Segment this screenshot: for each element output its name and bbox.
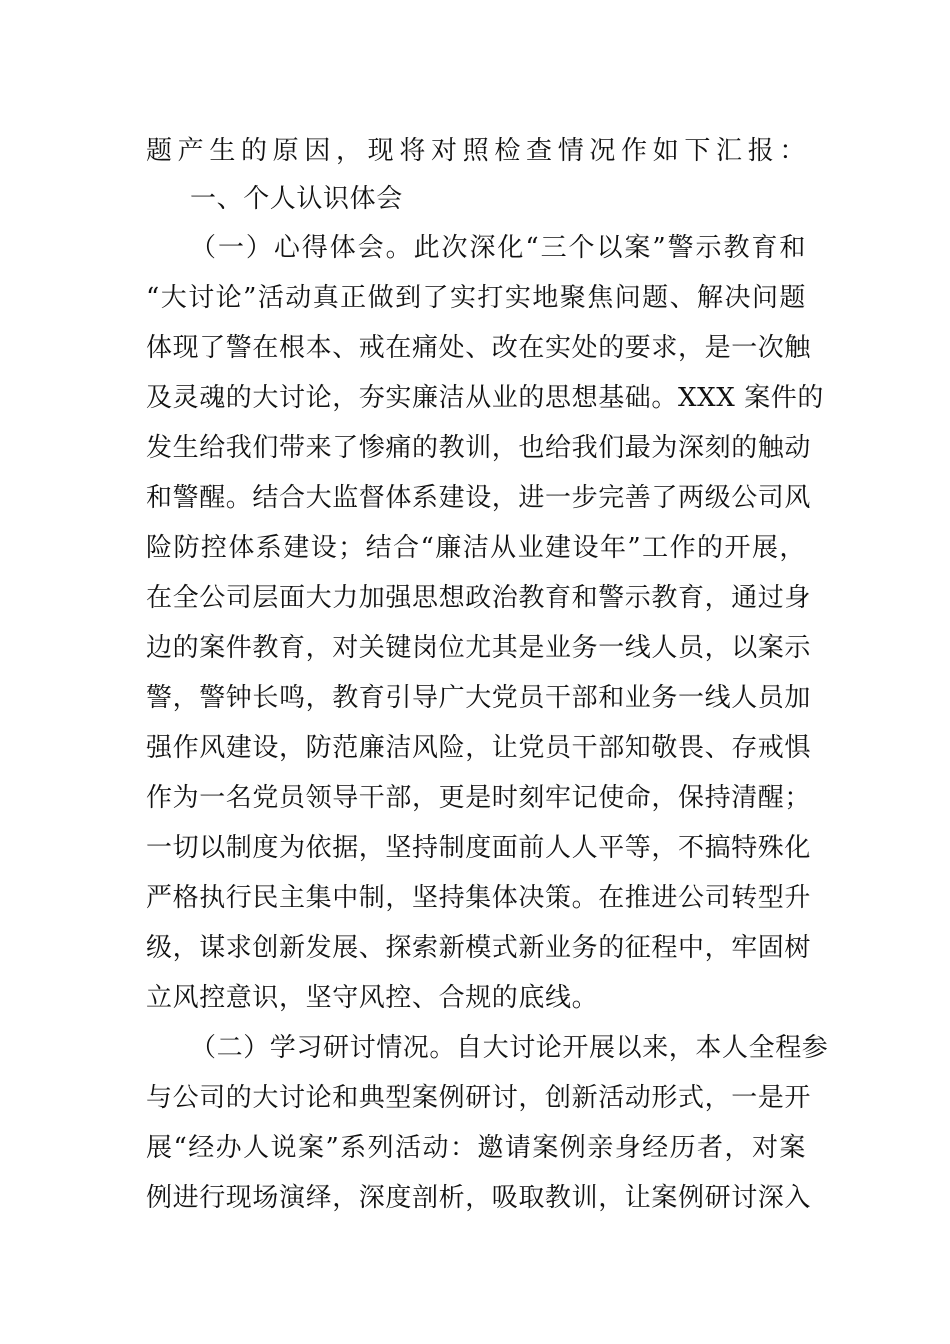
paragraph-line: 及灵魂的大讨论，夯实廉洁从业的思想基础。XXX 案件的 xyxy=(146,383,824,413)
paragraph-line: 与公司的大讨论和典型案例研讨，创新活动形式，一是开 xyxy=(146,1083,812,1113)
paragraph-line: 在全公司层面大力加强思想政治教育和警示教育，通过身 xyxy=(146,583,812,613)
paragraph-line: 警，警钟长鸣，教育引导广大党员干部和业务一线人员加 xyxy=(146,683,812,713)
paragraph-line: 展“经办人说案”系列活动：邀请案例亲身经历者，对案 xyxy=(146,1133,806,1163)
paragraph-line: 强作风建设，防范廉洁风险，让党员干部知敬畏、存戒惧 xyxy=(146,733,812,763)
paragraph-line: 立风控意识，坚守风控、合规的底线。 xyxy=(146,983,599,1013)
paragraph-line: 险防控体系建设；结合“廉洁从业建设年”工作的开展， xyxy=(146,533,806,563)
paragraph-line: （二）学习研讨情况。自大讨论开展以来，本人全程参 xyxy=(190,1033,829,1063)
paragraph-line: 和警醒。结合大监督体系建设，进一步完善了两级公司风 xyxy=(146,483,812,513)
section-heading: 一、个人认识体会 xyxy=(190,184,403,214)
paragraph-line: 例进行现场演绎，深度剖析，吸取教训，让案例研讨深入 xyxy=(146,1183,812,1213)
paragraph-line: （一）心得体会。此次深化“三个以案”警示教育和 xyxy=(190,233,806,263)
paragraph-line: 题产生的原因，现将对照检查情况作如下汇报： xyxy=(146,136,806,166)
paragraph-line: 作为一名党员领导干部，更是时刻牢记使命，保持清醒； xyxy=(146,783,812,813)
paragraph-line: 级，谋求创新发展、探索新模式新业务的征程中，牢固树 xyxy=(146,933,812,963)
paragraph-line: 一切以制度为依据，坚持制度面前人人平等，不搞特殊化 xyxy=(146,833,812,863)
paragraph-line: “大讨论”活动真正做到了实打实地聚焦问题、解决问题 xyxy=(146,283,806,313)
paragraph-line: 严格执行民主集中制，坚持集体决策。在推进公司转型升 xyxy=(146,883,812,913)
paragraph-line: 发生给我们带来了惨痛的教训，也给我们最为深刻的触动 xyxy=(146,433,812,463)
paragraph-line: 体现了警在根本、戒在痛处、改在实处的要求，是一次触 xyxy=(146,333,812,363)
paragraph-line: 边的案件教育，对关键岗位尤其是业务一线人员，以案示 xyxy=(146,633,812,663)
